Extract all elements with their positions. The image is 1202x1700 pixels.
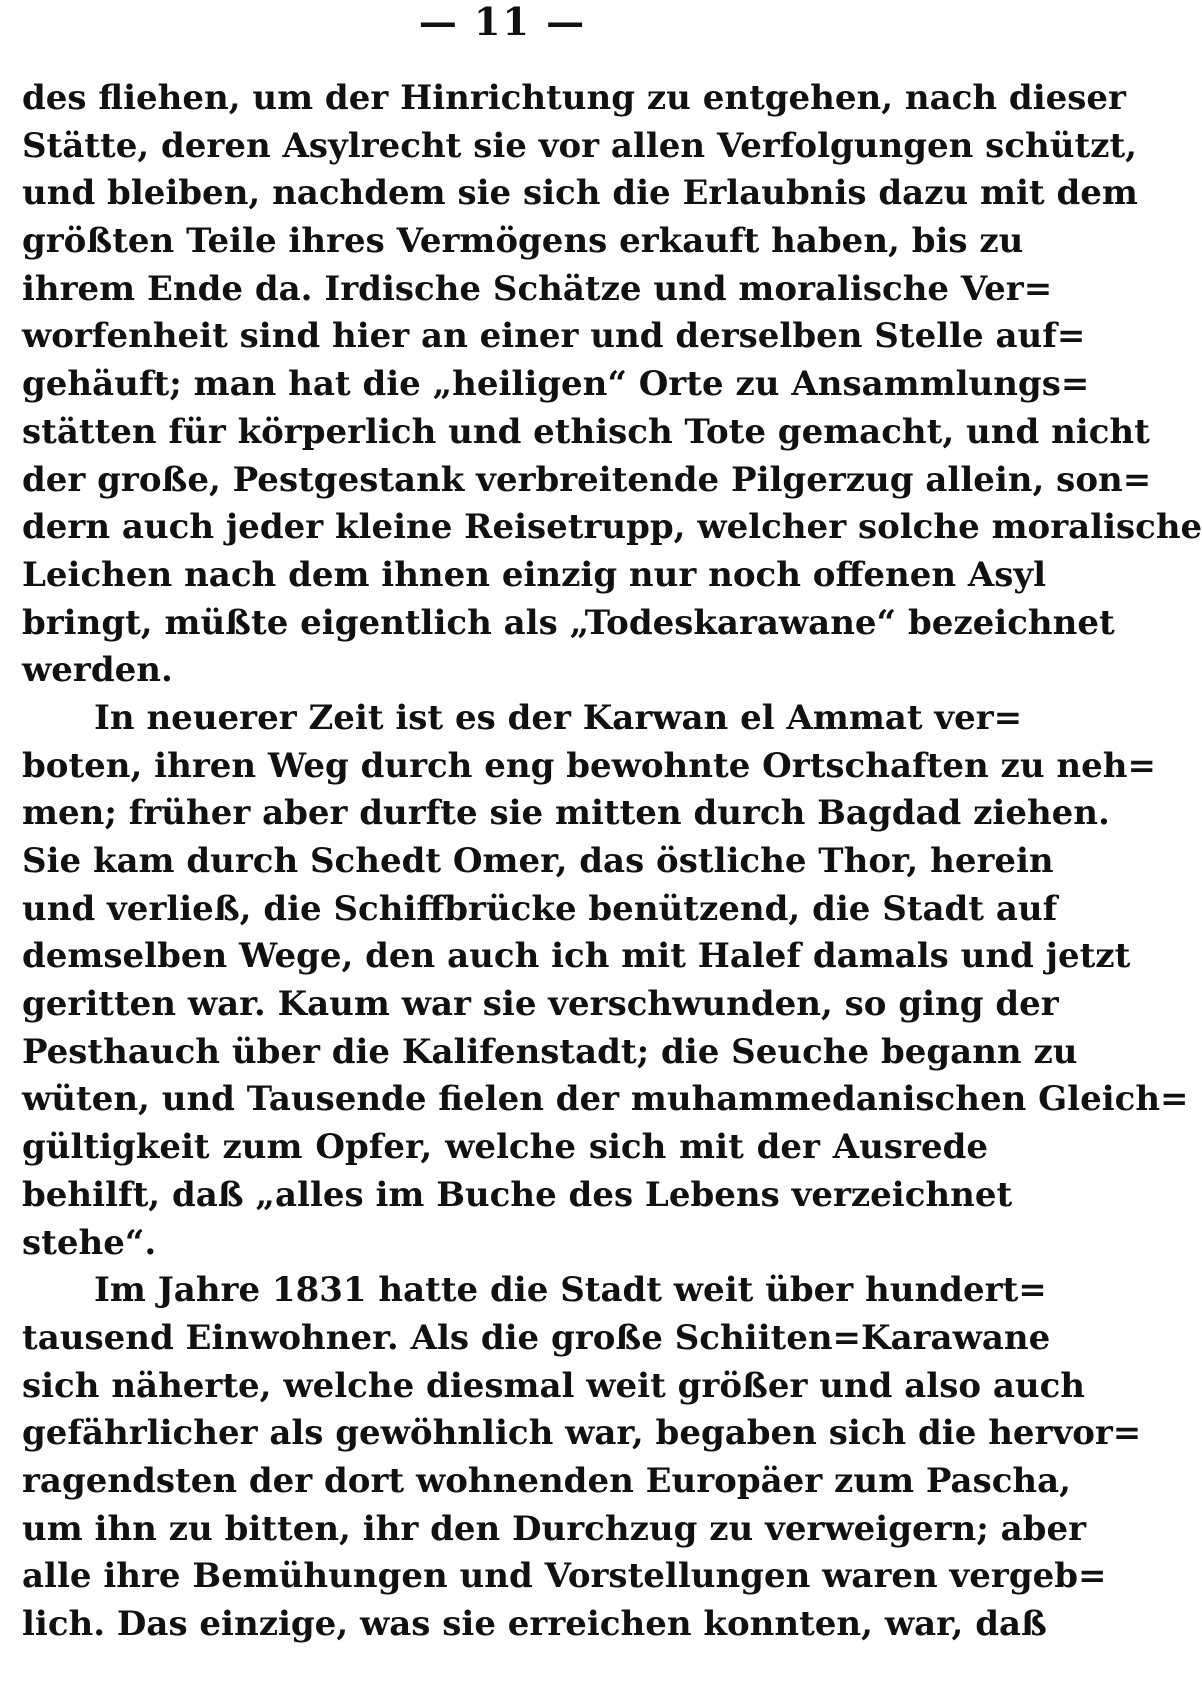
text-line: um ihn zu bitten, ihr den Durchzug zu verweigern; aber (22, 1508, 1086, 1549)
body-text (22, 75, 1202, 1649)
paragraph-1 (22, 75, 1202, 695)
text-line: wüten, und Tausende fielen der muhammedanischen Gleich= (22, 1079, 1189, 1120)
text-line: werden. (22, 650, 173, 691)
text-line: lich. Das einzige, was sie erreichen konnten, war, daß (22, 1604, 1047, 1644)
page-number: — 11 — (418, 0, 587, 44)
text-line: Pesthauch über die Kalifenstadt; die Seuche begann zu (22, 1031, 1078, 1072)
text-line: des fliehen, um der Hinrichtung zu entgehen, nach dieser (22, 78, 1126, 118)
text-line: und verließ, die Schiffbrücke benützend, die Stadt auf (22, 888, 1058, 929)
text-line: men; früher aber durfte sie mitten durch Bagdad ziehen. (22, 793, 1110, 834)
text-line: gehäuft; man hat die „heiligen“ Orte zu Ansammlungs= (22, 364, 1090, 405)
text-line: tausend Einwohner. Als die große Schiiten=Karawane (22, 1317, 1051, 1358)
text-line: dern auch jeder kleine Reisetrupp, welcher solche moralische (22, 507, 1202, 548)
text-line: Leichen nach dem ihnen einzig nur noch offenen Asyl (22, 554, 1047, 595)
text-line: stätten für körperlich und ethisch Tote gemacht, und nicht (22, 411, 1150, 452)
text-line: gültigkeit zum Opfer, welche sich mit der Ausrede (22, 1127, 988, 1168)
text-line: der große, Pestgestank verbreitende Pilgerzug allein, son= (22, 459, 1152, 500)
text-line: stehe“. (22, 1222, 157, 1263)
text-line: In neuerer Zeit ist es der Karwan el Ammat ver= (94, 697, 1023, 738)
text-line: behilft, daß „alles im Buche des Lebens verzeichnet (22, 1174, 1013, 1215)
text-line: ragendsten der dort wohnenden Europäer zum Pascha, (22, 1460, 1072, 1501)
text-line: ihrem Ende da. Irdische Schätze und moralische Ver= (22, 268, 1053, 309)
paragraph-3 (22, 1267, 1142, 1649)
text-line: bringt, müßte eigentlich als „Todeskarawane“ bezeichnet (22, 602, 1115, 643)
text-line: Im Jahre 1831 hatte die Stadt weit über hundert= (94, 1270, 1047, 1311)
text-line: und bleiben, nachdem sie sich die Erlaubnis dazu mit dem (22, 173, 1138, 214)
text-line: größten Teile ihres Vermögens erkauft haben, bis zu (22, 221, 1024, 262)
text-line: worfenheit sind hier an einer und derselben Stelle auf= (22, 316, 1086, 357)
text-line: gefährlicher als gewöhnlich war, begaben sich die hervor= (22, 1413, 1142, 1454)
text-line: alle ihre Bemühungen und Vorstellungen waren vergeb= (22, 1556, 1107, 1597)
text-line: sich näherte, welche diesmal weit größer und also auch (22, 1365, 1086, 1406)
text-line: demselben Wege, den auch ich mit Halef damals und jetzt (22, 936, 1131, 977)
text-line: boten, ihren Weg durch eng bewohnte Ortschaften zu neh= (22, 745, 1156, 786)
text-line: geritten war. Kaum war sie verschwunden, so ging der (22, 984, 1059, 1025)
text-line: Stätte, deren Asylrecht sie vor allen Verfolgungen schützt, (22, 125, 1138, 166)
paragraph-2 (22, 695, 1189, 1267)
text-line: Sie kam durch Schedt Omer, das östliche Thor, herein (22, 841, 1054, 881)
